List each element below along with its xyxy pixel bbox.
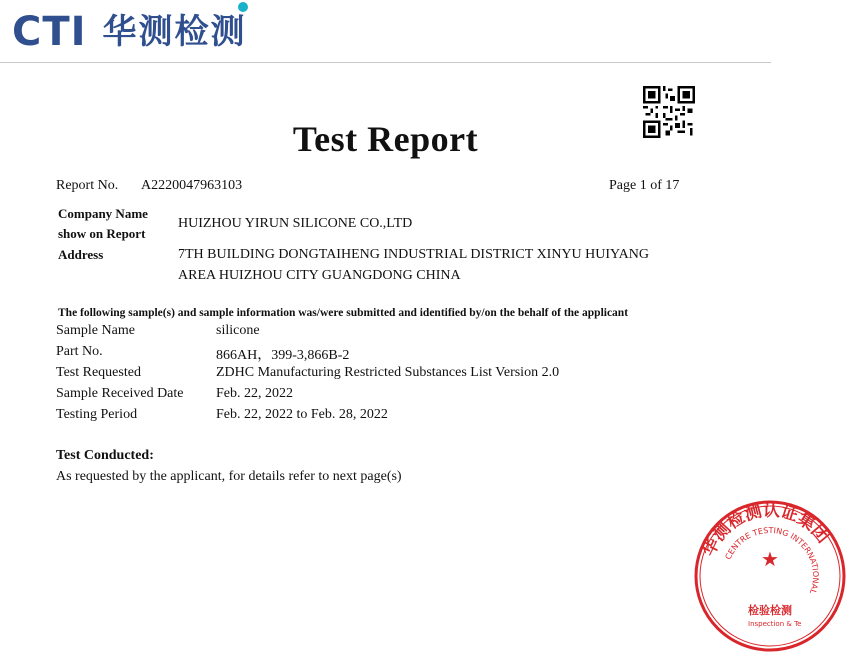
company-logo <box>12 6 247 58</box>
address-label: Address <box>58 247 104 262</box>
stamp-english-text: CENTRE TESTING INTERNATIONAL <box>723 525 821 596</box>
report-no-value: A2220047963103 <box>141 178 243 193</box>
logo-chinese-text: 华测检测 <box>102 12 247 52</box>
page-number: Page 1 of 17 <box>609 178 680 193</box>
testing-period-label: Testing Period <box>56 407 138 422</box>
address-line1: 7TH BUILDING DONGTAIHENG INDUSTRIAL DISTRICT XINYU HUIYANG <box>178 247 649 262</box>
logo-cti-text: CTI <box>12 9 87 55</box>
testing-period-value: Feb. 22, 2022 to Feb. 28, 2022 <box>216 407 388 422</box>
company-name-value: HUIZHOU YIRUN SILICONE CO.,LTD <box>178 216 413 231</box>
sample-name-label: Sample Name <box>56 323 135 338</box>
part-no-label: Part No. <box>56 344 103 359</box>
received-date-label: Sample Received Date <box>56 386 184 401</box>
header-divider <box>0 62 771 63</box>
address-line2: AREA HUIZHOU CITY GUANGDONG CHINA <box>178 268 461 283</box>
sample-name-value: silicone <box>216 323 260 338</box>
received-date-value: Feb. 22, 2022 <box>216 386 293 401</box>
report-no-label: Report No. <box>56 178 119 193</box>
sample-intro-text: The following sample(s) and sample information was/were submitted and identified by/on the behalf of the applicant <box>58 307 629 319</box>
page-title: Test Report <box>292 119 479 159</box>
logo-dot <box>238 2 248 12</box>
part-no-value: 866AH，399-3,866B-2 <box>216 348 350 363</box>
stamp-bottom-text: 检验检测 <box>748 604 792 617</box>
stamp-chinese-text: 华测检测认证集团 <box>698 500 833 560</box>
company-name-label-line2: show on Report <box>58 226 146 241</box>
company-name-label-line1: Company Name <box>58 206 148 221</box>
test-conducted-heading: Test Conducted: <box>56 448 154 463</box>
red-seal-stamp <box>690 496 850 656</box>
test-conducted-text: As requested by the applicant, for details refer to next page(s) <box>56 469 402 484</box>
stamp-star-icon: ★ <box>761 549 779 571</box>
stamp-sub-text: Inspection & Te <box>748 620 802 628</box>
test-requested-value: ZDHC Manufacturing Restricted Substances List Version 2.0 <box>216 365 560 380</box>
test-requested-label: Test Requested <box>56 365 141 380</box>
